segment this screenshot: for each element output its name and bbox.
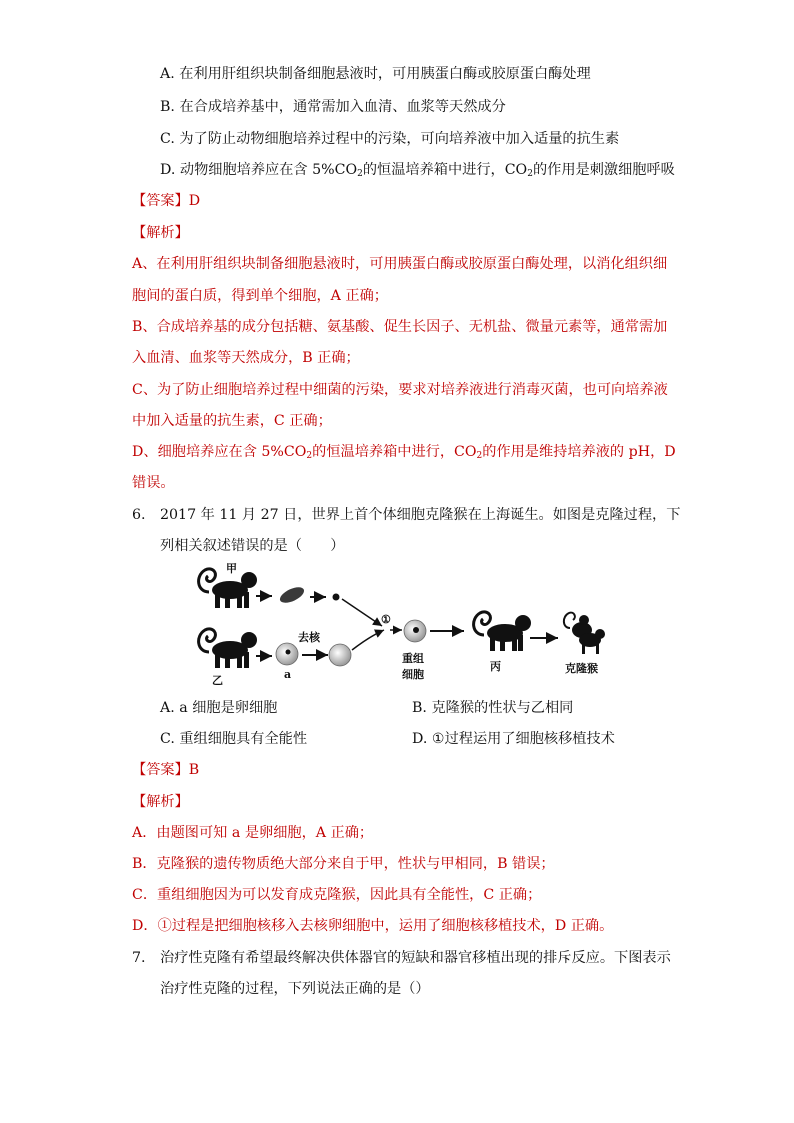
q5-option-a: A. 在利用肝组织块制备细胞悬液时，可用胰蛋白酶或胶原蛋白酶处理 [160, 66, 591, 82]
label-kelonghou: 克隆猴 [565, 662, 598, 675]
label-step1: ① [381, 613, 391, 626]
q5-analysis-b2: 入血清、血浆等天然成分，B 正确； [132, 350, 360, 366]
q6-analysis-a: A．由题图可知 a 是卵细胞，A 正确； [132, 825, 374, 841]
q6-option-d: D. ①过程运用了细胞核移植技术 [412, 731, 615, 747]
q6-number: 6. [132, 507, 146, 523]
q6-analysis-title: 【解析】 [132, 794, 189, 810]
q5-analysis-a1: A、在利用肝组织块制备细胞悬液时，可用胰蛋白酶或胶原蛋白酶处理，以消化组织细 [132, 256, 668, 272]
q5-analysis-c1: C、为了防止细胞培养过程中细菌的污染，要求对培养液进行消毒灭菌，也可向培养液 [132, 382, 668, 398]
q7-number: 7. [132, 950, 146, 966]
q5-analysis-b1: B、合成培养基的成分包括糖、氨基酸、促生长因子、无机盐、微量元素等，通常需加 [132, 319, 668, 335]
q6-option-a: A. a 细胞是卵细胞 [160, 700, 278, 716]
label-a: a [284, 668, 292, 681]
label-xibao: 细胞 [402, 668, 424, 681]
cloning-process-figure [190, 560, 620, 690]
q5-analysis-d1: D、细胞培养应在含 $5\%CO_2$的恒温培养箱中进行，$CO_2$的作用是维持培养液的 pH，D [132, 444, 676, 461]
cloned-monkey-icon [564, 613, 605, 654]
monkey-bing-icon [474, 612, 531, 651]
label-yi: 乙 [212, 674, 223, 687]
q5-analysis-d2: 错误。 [132, 475, 175, 491]
q6-stem-line2: 列相关叙述错误的是（ ） [160, 538, 345, 554]
q6-stem-line1: 2017 年 11 月 27 日，世界上首个体细胞克隆猴在上海诞生。如图是克隆过程，下 [160, 507, 681, 523]
label-qu-he: 去核 [298, 631, 320, 644]
q5-option-c: C. 为了防止动物细胞培养过程中的污染，可向培养液中加入适量的抗生素 [160, 131, 620, 147]
nucleus-icon [333, 594, 340, 601]
label-jia: 甲 [226, 562, 237, 575]
q6-answer: 【答案】B [132, 762, 200, 778]
q5-answer: 【答案】D [132, 193, 201, 209]
monkey-yi-icon [199, 629, 257, 668]
q5-analysis-title: 【解析】 [132, 225, 189, 241]
label-bing: 丙 [490, 660, 501, 673]
q6-analysis-c: C．重组细胞因为可以发育成克隆猴，因此具有全能性，C 正确； [132, 887, 542, 903]
q6-analysis-d: D．①过程是把细胞核移入去核卵细胞中，运用了细胞核移植技术，D 正确。 [132, 918, 614, 934]
q6-analysis-b: B．克隆猴的遗传物质绝大部分来自于甲，性状与甲相同，B 错误； [132, 856, 555, 872]
q5-analysis-a2: 胞间的蛋白质，得到单个细胞，A 正确； [132, 288, 388, 304]
q6-option-b: B. 克隆猴的性状与乙相同 [412, 700, 574, 716]
q7-stem-line2: 治疗性克隆的过程，下列说法正确的是（） [160, 981, 430, 997]
q5-analysis-c2: 中加入适量的抗生素，C 正确； [132, 413, 332, 429]
q7-stem-line1: 治疗性克隆有希望最终解决供体器官的短缺和器官移植出现的排斥反应。下图表示 [160, 950, 671, 966]
q6-option-c: C. 重组细胞具有全能性 [160, 731, 308, 747]
somatic-cell-icon [278, 584, 307, 606]
label-chongzu: 重组 [402, 652, 424, 665]
enucleated-egg-icon [329, 644, 351, 666]
q5-option-d: D. 动物细胞培养应在含 $5\%CO_2$的恒温培养箱中进行，$CO_2$的作用是刺激细胞呼吸 [160, 162, 675, 179]
q5-option-b: B. 在合成培养基中，通常需加入血清、血浆等天然成分 [160, 99, 506, 115]
